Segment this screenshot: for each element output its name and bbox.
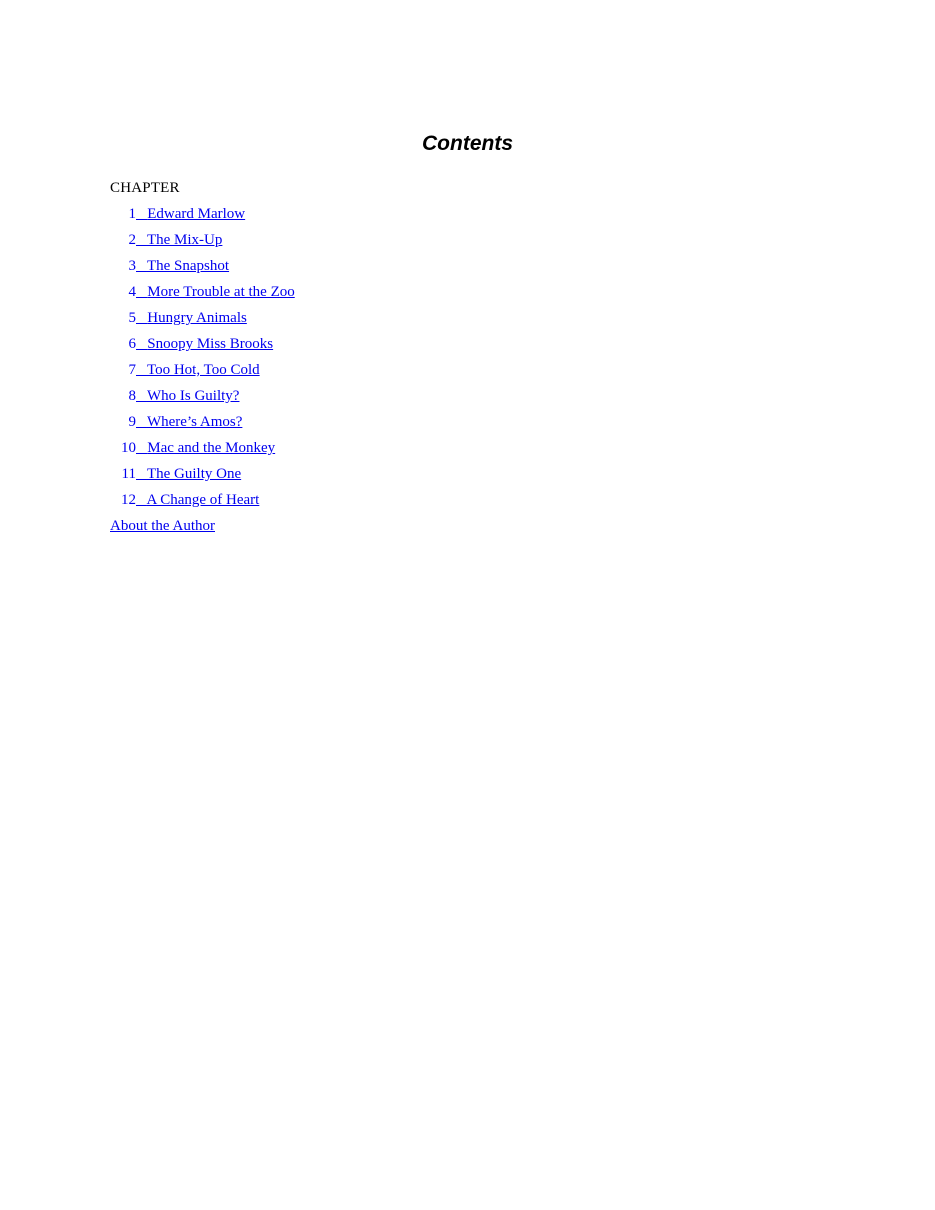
chapter-title: More Trouble at the Zoo — [147, 284, 295, 300]
chapter-number: 10 — [121, 440, 136, 456]
chapter-number: 11 — [121, 466, 136, 482]
toc-link-chapter-7[interactable] — [110, 362, 260, 378]
toc-item-chapter-11 — [110, 464, 295, 490]
chapter-title: The Mix-Up — [146, 232, 223, 248]
page-title: Contents — [422, 132, 513, 155]
chapter-number: 2 — [128, 232, 136, 248]
toc-link-about-author[interactable]: About the Author — [110, 518, 215, 534]
toc-link-chapter-3[interactable] — [110, 258, 229, 274]
chapter-heading: CHAPTER — [110, 180, 180, 196]
chapter-number: 6 — [128, 336, 136, 352]
chapter-title: The Guilty One — [146, 466, 242, 482]
toc-item-chapter-5 — [110, 308, 295, 334]
toc-link-chapter-1[interactable] — [110, 206, 245, 222]
chapter-number: 12 — [121, 492, 136, 508]
toc-item-chapter-9 — [110, 412, 295, 438]
chapter-title: Snoopy Miss Brooks — [147, 336, 274, 352]
toc-link-chapter-10[interactable] — [110, 440, 275, 456]
chapter-title: Where’s Amos? — [146, 414, 243, 430]
toc-link-chapter-5[interactable] — [110, 310, 247, 326]
toc-item-chapter-4 — [110, 282, 295, 308]
chapter-title: Edward Marlow — [147, 206, 246, 222]
chapter-title: A Change of Heart — [146, 492, 260, 508]
toc-item-chapter-7 — [110, 360, 295, 386]
chapter-title: Who Is Guilty? — [146, 388, 240, 404]
chapter-title: Hungry Animals — [147, 310, 247, 326]
toc-link-chapter-9[interactable] — [110, 414, 242, 430]
toc-item-chapter-10 — [110, 438, 295, 464]
toc-link-chapter-8[interactable] — [110, 388, 239, 404]
chapter-title: Too Hot, Too Cold — [146, 362, 260, 378]
chapter-number: 4 — [128, 284, 136, 300]
chapter-number: 7 — [128, 362, 136, 378]
toc-link-chapter-4[interactable] — [110, 284, 295, 300]
table-of-contents — [110, 204, 295, 542]
toc-link-chapter-12[interactable] — [110, 492, 259, 508]
toc-item-chapter-2 — [110, 230, 295, 256]
chapter-title: The Snapshot — [146, 258, 230, 274]
toc-item-chapter-6 — [110, 334, 295, 360]
toc-link-chapter-6[interactable] — [110, 336, 273, 352]
toc-link-chapter-11[interactable] — [110, 466, 241, 482]
toc-item-chapter-3 — [110, 256, 295, 282]
toc-item-about-author — [110, 516, 295, 542]
chapter-number: 8 — [128, 388, 136, 404]
chapter-number: 3 — [128, 258, 136, 274]
chapter-number: 9 — [128, 414, 136, 430]
toc-item-chapter-8 — [110, 386, 295, 412]
toc-link-chapter-2[interactable] — [110, 232, 222, 248]
chapter-number: 1 — [128, 206, 136, 222]
chapter-title: Mac and the Monkey — [147, 440, 276, 456]
toc-item-chapter-12 — [110, 490, 295, 516]
toc-item-chapter-1 — [110, 204, 295, 230]
chapter-number: 5 — [128, 310, 136, 326]
